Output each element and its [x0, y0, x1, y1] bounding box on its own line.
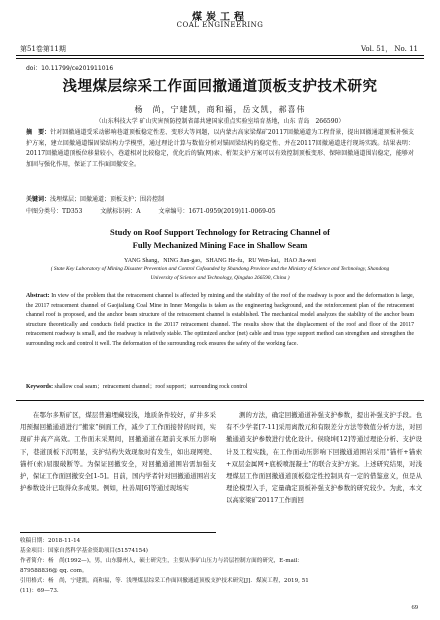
body-column-left: 在鄂尔多斯矿区，煤层普遍埋藏较浅，地质条件较好，矿井多采用预掘回撤通道进行“搬家”倒面工作，减少了工作面接替的时间，实现矿井高产高效。工作面末采期间，回撤通道在超前支承压力影响下，巷道顶板下沉明显，支护结构失效现象时有发生，如出现网兜、锚杆(索)屈服破断等。为保证回撤安全，对回撤通道围岩需加强支护，保证工作面回撤安全[1-5]。目前，国内学者针对回撤通道围岩支护参数设计已取得众多成果。例如，杜善周[6]等通过现场实: [20, 411, 216, 493]
journal-name-cn: 煤炭工程: [192, 12, 248, 23]
authors-en: YANG Shang，NING Jian-gao，SHANG He-fu，RU Wen-kai，HAO Jia-wei: [124, 258, 316, 264]
footnote-received: 收稿日期：2018-11-14: [20, 538, 81, 544]
footnote-rule: [20, 532, 216, 533]
header-rule-thin: [16, 58, 424, 59]
keywords-en: [26, 381, 414, 390]
footnote-fund: 基金项目：国家自然科学基金资助项目(51574154): [20, 548, 148, 554]
body-column-right: 测的方法，确定回撤通道补强支护参数，提出补强支护手段。也有不少学者[7-11]采用离散元和有限差分方法等数值分析方法，对回撤通道支护参数进行优化设计。侯晓坤[12]等通过理论分析、支护设计及工程实践，在工作面动压影响下回撤通道围岩采用“锚杆+锚索+双层金属网+底板喷混凝土”的联合支护方案。上述研究结果，对浅埋煤层工作面回撤通道顶板稳定性控制具有一定的借鉴意义，但是从理论模型入手，定量确定顶板补强支护参数的研究较少。为此，本文以高家梁矿20117工作面回: [226, 411, 422, 505]
footnote-citation: 引用格式：杨 尚，宁建凯，商和福，等．浅埋煤层综采工作面回撤通道顶板支护技术研究[J]．煤炭工程，2019, 51: [20, 578, 309, 584]
article-title-en: [0, 226, 440, 252]
article-title-en-line2: Fully Mechanized Mining Face in Shallow Seam: [132, 240, 308, 250]
abstract-en-text: In view of the problem that the retracement channel is affected by mining and the stability of the roof of the roadway is poor and the deformation is large, the 20117 retracement channel of Gaojialiang Coal Mine in Inner Mongolia is taken as the engineering background, and the reinforcement plan of the retracement channel roof is proposed, and the anchor beam structure of the retracement channel is established. The mechanical model analyzes the stability of the anchor beam structure theoretically and conducts field practice in the 20117 retracement channel. The results show that the displacement of the roof and floor of the 20117 retracement roadway is small, and the roadway is relatively stable. The optimized anchor (net) cable and truss type support method can strengthen and strengthen the surrounding rock and control it well. The deformation of the surrounding rock ensures the safety of the working face.: [26, 293, 415, 347]
footnote-citation-pages: (11)：69—73.: [20, 588, 59, 594]
keywords-en-text: shallow coal seam；retracement channel；roof support；surrounding rock control: [54, 384, 248, 390]
volume-issue-en: Vol. 51， No. 11: [360, 45, 418, 53]
keywords-cn-text: 浅埋煤层；回撤通道；顶板支护；围岩控制: [50, 196, 165, 203]
affiliation-cn: （山东科技大学 矿山灾害预防控制省部共建国家重点实验室培育基地，山东 青岛 266590）: [95, 118, 345, 125]
doi: doi：10.11799/ce201911016: [26, 65, 114, 72]
footnote-author-email: 879588836@ qq. com。: [20, 568, 88, 574]
abstract-en-label: Abstract:: [26, 293, 50, 299]
footnote-author: 作者简介：杨 尚(1992—)，男，山东滕州人，硕士研究生，主要从事矿山压力与岩层控制方面的研究，E-mail：: [20, 558, 304, 564]
article-title-en-line1: Study on Roof Support Technology for Retracing Channel of: [110, 227, 330, 237]
classification-cn: [26, 206, 414, 215]
abstract-en: [26, 292, 414, 349]
keywords-en-label: Keywords:: [26, 384, 54, 390]
doc-code: 文献标识码：A: [100, 208, 141, 215]
article-number: 文章编号：1671-0959(2019)11-0069-05: [158, 208, 276, 215]
abstract-cn-label: 摘 要：: [26, 129, 51, 136]
journal-name-en: COAL ENGINEERING: [176, 21, 264, 29]
authors-cn: 杨 尚，宁建凯，商和福，岳文凯，郝喜伟: [134, 105, 306, 114]
abstract-cn-text: 针对回撤通道受采动影响巷道顶板稳定性差、变形大等问题，以内蒙古高家梁煤矿20117回撤通道为工程背景，提出回撤通道顶板补强支护方案，建立回撤通道锚固梁结构力学模型，通过理论计算与数值分析对锚固梁结构的稳定性、并在20117回撤通道进行现场实践。结果表明：20117回撤通道顶板位移量较小，巷道相对比较稳定，优化后的锚(网)索、桁架支护方案可以有效控制顶板变形、保障回撤通道围岩稳定，能够对加固与强化作用，保证了工作面回撤安全。: [26, 129, 414, 168]
page-number: 69: [411, 604, 418, 611]
footnotes: [20, 536, 424, 596]
section-divider: [16, 400, 424, 401]
clc-number: 中图分类号：TD353: [26, 208, 83, 215]
article-title-cn: 浅埋煤层综采工作面回撤通道顶板支护技术研究: [62, 79, 378, 95]
volume-issue-cn: 第51卷第11期: [20, 45, 66, 53]
affiliation-en: ( State Key Laboratory of Mining Disaster Prevention and Control Cofounded by Shandong Province and the Ministry of Science and Technology, Shandong University of Science and Technology, Qingdao 266590, China ): [50, 266, 390, 281]
keywords-cn-label: 关键词：: [26, 196, 51, 203]
abstract-cn: [26, 128, 414, 170]
header-rule-thick: [16, 55, 424, 56]
keywords-cn: [26, 194, 414, 203]
